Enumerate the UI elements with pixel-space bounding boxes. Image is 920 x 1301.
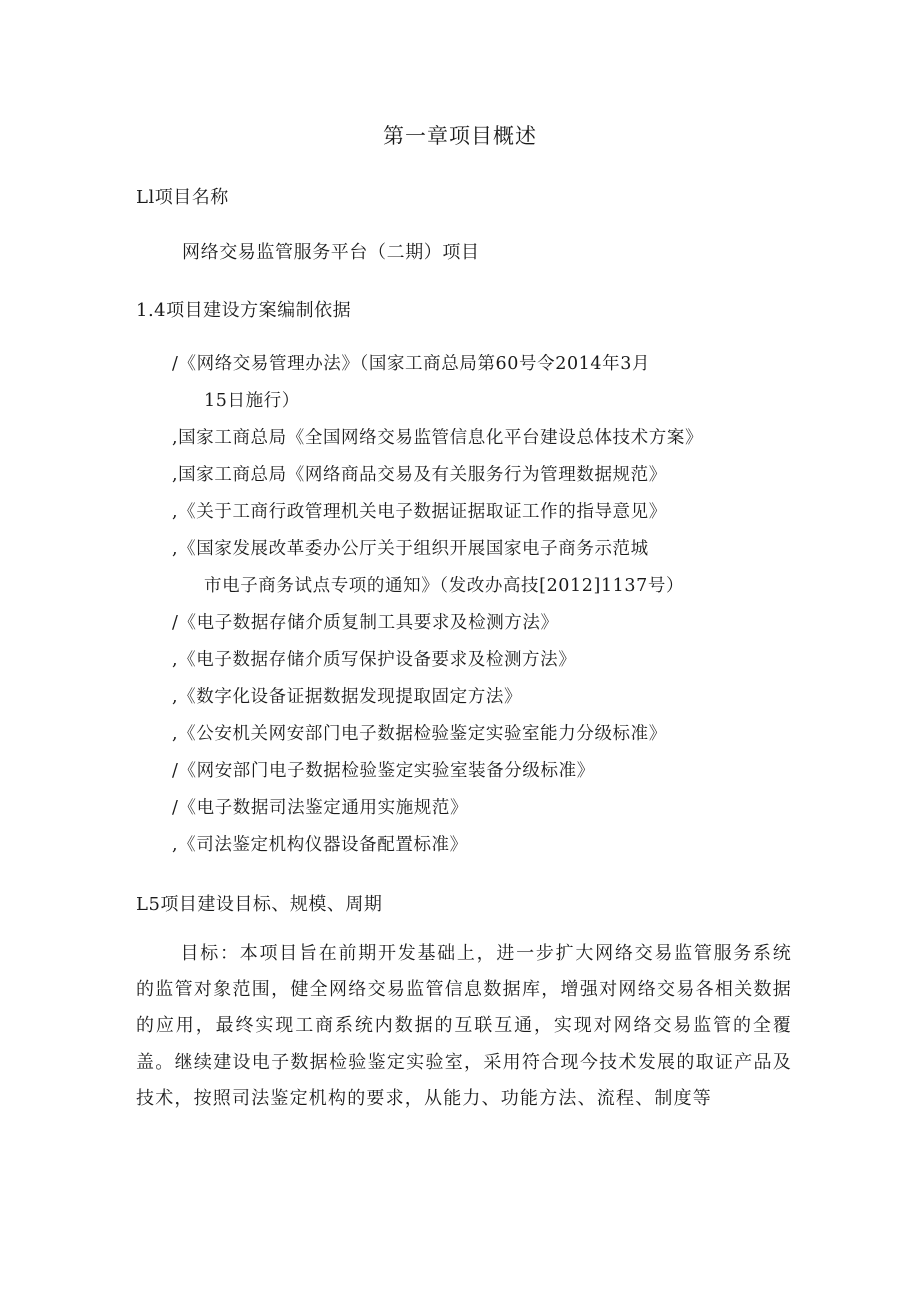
basis-item: ,国家工商总局《全国网络交易监管信息化平台建设总体技术方案》: [172, 428, 704, 448]
basis-item: ,《公安机关网安部门电子数据检验鉴定实验室能力分级标准》: [172, 724, 667, 744]
section-heading-basis: 1.4项目建设方案编制依据: [136, 300, 352, 321]
basis-item: ,《司法鉴定机构仪器设备配置标准》: [172, 835, 468, 855]
basis-item: ,《国家发展改革委办公厅关于组织开展国家电子商务示范城: [172, 539, 649, 559]
basis-item: /《网安部门电子数据检验鉴定实验室装备分级标准》: [172, 761, 595, 781]
basis-item: /《电子数据司法鉴定通用实施规范》: [172, 798, 469, 818]
basis-item: ,《电子数据存储介质写保护设备要求及检测方法》: [172, 650, 577, 670]
section-heading-project-name: Ll项目名称: [136, 187, 229, 208]
basis-item: ,《数字化设备证据数据发现提取固定方法》: [172, 687, 523, 707]
chapter-title: 第一章项目概述: [383, 124, 537, 148]
section-heading-goal: L5项目建设目标、规模、周期: [136, 894, 383, 915]
basis-item: ,国家工商总局《网络商品交易及有关服务行为管理数据规范》: [172, 465, 667, 485]
project-name-text: 网络交易监管服务平台（二期）项目: [182, 242, 480, 263]
basis-item-continuation: 市电子商务试点专项的通知》（发改办高技[2012]1137号）: [204, 576, 685, 596]
basis-item: /《电子数据存储介质复制工具要求及检测方法》: [172, 613, 559, 633]
basis-item-continuation: 15日施行）: [204, 391, 300, 411]
basis-item: /《网络交易管理办法》（国家工商总局第60号令2014年3月: [172, 354, 651, 374]
goal-paragraph: [136, 936, 792, 1117]
basis-item: ,《关于工商行政管理机关电子数据证据取证工作的指导意见》: [172, 502, 667, 522]
goal-paragraph-text: 目标：本项目旨在前期开发基础上，进一步扩大网络交易监管服务系统的监管对象范围，健全网络交易监管信息数据库，增强对网络交易各相关数据的应用，最终实现工商系统内数据的互联互通，实现对网络交易监管的全覆盖。继续建设电子数据检验鉴定实验室，采用符合现今技术发展的取证产品及技术，按照司法鉴定机构的要求，从能力、功能方法、流程、制度等: [136, 943, 792, 1109]
